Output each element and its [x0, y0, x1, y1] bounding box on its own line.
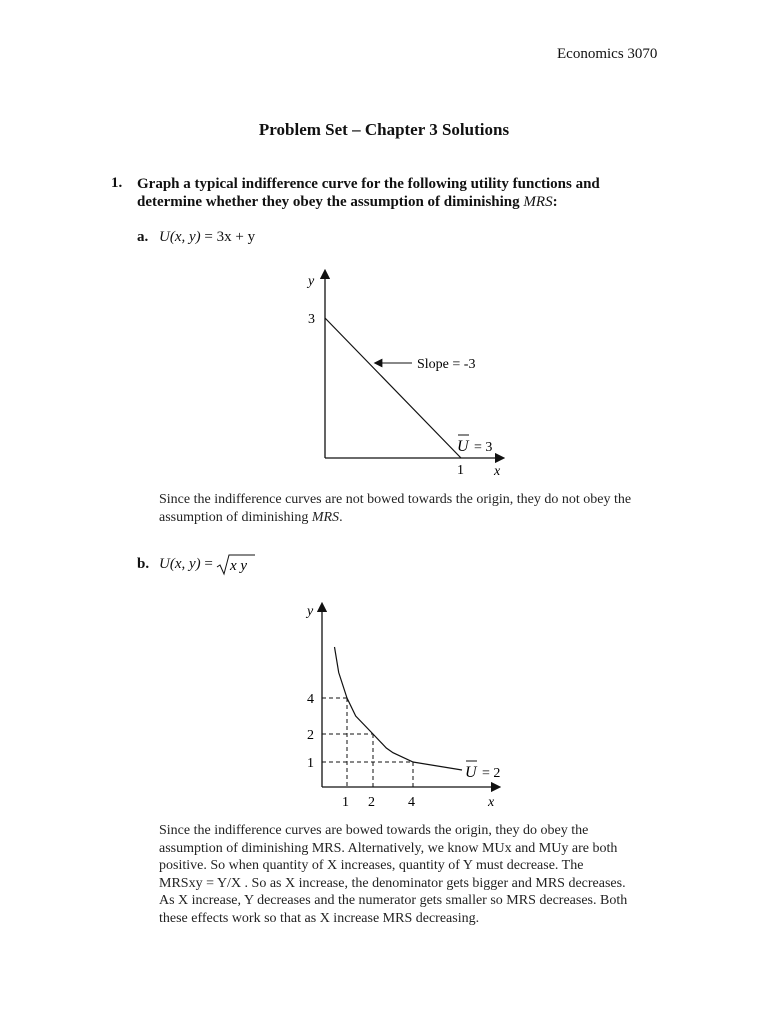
chart-a-u-symbol: U — [457, 438, 469, 455]
part-b-answer-line-4: MRSxy = Y/X . So as X increase, the denominator gets bigger and MRS decreases. — [159, 875, 626, 891]
question-line-2 — [137, 193, 600, 211]
part-a-answer-line-2 — [159, 509, 631, 527]
part-b-label: b. — [137, 556, 150, 572]
course-label: Economics 3070 — [557, 46, 658, 62]
chart-a-xtick: 1 — [457, 463, 464, 478]
page-title: Problem Set – Chapter 3 Solutions — [258, 120, 510, 139]
part-a-answer-line-1: Since the indifference curves are not bowed towards the origin, they do not obey the — [159, 492, 632, 507]
chart-b-indifference-curve — [335, 647, 463, 770]
chart-b-ylabel: y — [307, 604, 314, 619]
part-b-utility-eq: = — [200, 556, 213, 572]
part-a-utility-lhs: U — [159, 229, 170, 245]
part-b-utility-radicand: x y — [230, 558, 248, 574]
part-b-answer-line-2: assumption of diminishing MRS. Alternatively, we know MUx and MUy are both — [159, 840, 618, 856]
chart-b-ytick-1: 1 — [307, 756, 314, 771]
part-a-utility-eq: = — [200, 229, 217, 245]
part-a-answer — [159, 491, 631, 526]
part-a-utility-rhs: 3x + y — [216, 229, 256, 245]
question-line-2-term: MRS — [523, 194, 553, 210]
chart-b-u-symbol: U — [465, 764, 477, 781]
part-a-utility-args: (x, y) — [169, 229, 201, 245]
chart-b-xtick-2: 2 — [368, 795, 375, 810]
chart-b-ytick-4: 4 — [307, 692, 314, 707]
chart-b — [290, 595, 530, 820]
chart-a — [290, 262, 530, 482]
chart-b-guide-lines — [322, 698, 413, 787]
question-line-2-prefix: determine whether they obey the assumption of diminishing — [137, 194, 524, 210]
part-a-answer-line-2-term: MRS — [311, 509, 340, 525]
chart-a-u-value: = 3 — [474, 440, 493, 455]
chart-a-ylabel: y — [308, 274, 315, 289]
part-a-label: a. — [137, 229, 149, 245]
part-b-answer-line-6: these effects work so that as X increase MRS decreasing. — [159, 910, 480, 926]
question-line-2-suffix: : — [552, 194, 558, 210]
chart-b-xtick-1: 1 — [342, 795, 349, 810]
question-line-1: Graph a typical indifference curve for the following utility functions and — [137, 176, 600, 192]
chart-b-xtick-4: 4 — [408, 795, 415, 810]
question-text — [137, 175, 600, 211]
chart-a-indifference-line — [325, 318, 461, 458]
part-b-utility — [159, 556, 213, 573]
part-b-utility-args: (x, y) — [169, 556, 201, 572]
chart-b-ytick-2: 2 — [307, 728, 314, 743]
chart-b-u-value: = 2 — [482, 766, 501, 781]
sqrt-symbol — [216, 553, 256, 577]
chart-a-ytick: 3 — [308, 312, 315, 327]
part-a-answer-line-2-suffix: . — [339, 509, 343, 525]
part-b-answer — [159, 822, 627, 928]
question-number: 1. — [111, 175, 123, 191]
part-a-utility — [159, 229, 255, 246]
chart-a-xlabel: x — [494, 464, 501, 479]
part-b-utility-lhs: U — [159, 556, 170, 572]
chart-b-xlabel: x — [488, 795, 495, 810]
part-b-answer-line-5: As X increase, Y decreases and the numerator gets smaller so MRS decreases. Both — [159, 893, 628, 909]
part-b-answer-line-3: positive. So when quantity of X increases, quantity of Y must decrease. The — [159, 858, 584, 874]
chart-a-slope-label: Slope = -3 — [417, 357, 476, 372]
part-b-answer-line-1: Since the indifference curves are bowed towards the origin, they do obey the — [159, 823, 589, 838]
part-a-answer-line-2-prefix: assumption of diminishing — [159, 509, 312, 525]
